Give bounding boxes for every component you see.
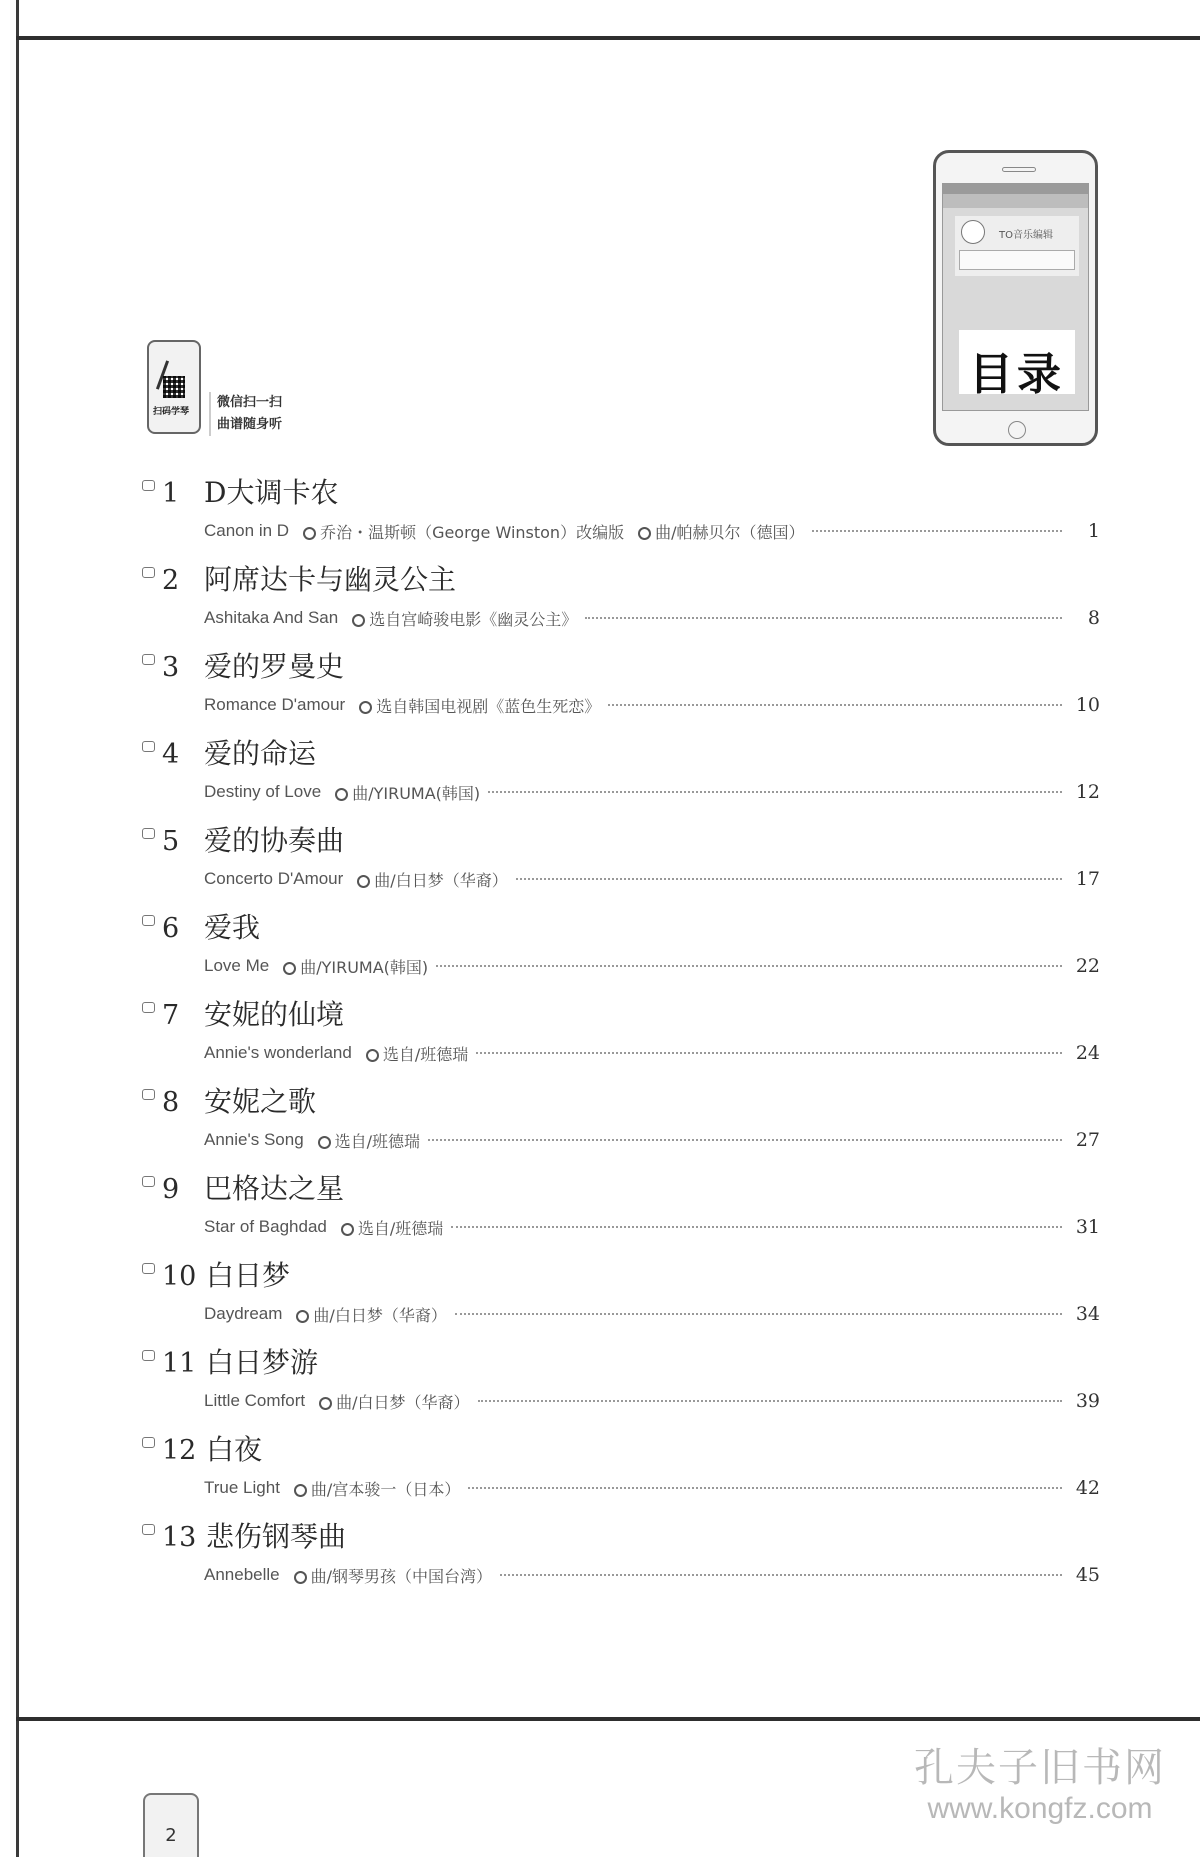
toc-note: 选自/班德瑞: [341, 1216, 443, 1239]
toc-title: 白日梦游: [206, 1346, 319, 1379]
toc-english-title: True Light: [204, 1478, 280, 1497]
toc-page-number: 42: [1075, 1477, 1100, 1499]
toc-english-title: Love Me: [204, 956, 270, 975]
toc-number: 9: [162, 1174, 180, 1205]
toc-title: 悲伤钢琴曲: [206, 1520, 347, 1553]
audio-icon: [142, 828, 155, 839]
toc-title: 白日梦: [206, 1259, 291, 1292]
scan-instructions: [209, 392, 282, 436]
toc-subline: [204, 1562, 1100, 1588]
next-page-number: 2: [165, 1825, 177, 1846]
toc-subline: [204, 518, 1100, 544]
audio-icon: [142, 1089, 155, 1100]
toc-number: 8: [162, 1087, 180, 1118]
toc-page-number: 31: [1075, 1216, 1100, 1238]
watermark-url: www.kongfz.com: [927, 1792, 1153, 1825]
scan-line-2: 曲谱随身听: [217, 417, 283, 432]
toc-subline: [204, 1301, 1100, 1327]
toc-number: 4: [162, 739, 180, 770]
toc-title: 爱的罗曼史: [204, 650, 345, 683]
toc-english-title: Daydream: [204, 1304, 283, 1323]
dot-leader: [451, 1226, 1062, 1228]
toc-page-number: 10: [1075, 694, 1100, 716]
toc-english-title: Destiny of Love: [204, 782, 322, 801]
toc-english-title: Star of Baghdad: [204, 1217, 327, 1236]
table-of-contents: [140, 474, 1100, 1605]
audio-icon: [142, 1524, 155, 1535]
scan-line-1: 微信扫一扫: [217, 395, 283, 410]
toc-entry[interactable]: [140, 822, 1100, 909]
toc-title: 爱的协奏曲: [204, 824, 345, 857]
dot-leader: [455, 1313, 1062, 1315]
qr-phone-icon: [147, 340, 201, 434]
dot-leader: [476, 1052, 1062, 1054]
toc-note: 曲/白日梦（华裔）: [296, 1303, 446, 1326]
toc-subline: [204, 779, 1100, 805]
qr-code-icon: [163, 376, 185, 398]
toc-english-title: Annie's Song: [204, 1130, 304, 1149]
toc-entry[interactable]: [140, 648, 1100, 735]
toc-english-title: Annie's wonderland: [204, 1043, 352, 1062]
phone-nav-bar: [943, 194, 1088, 208]
phone-screen: [942, 183, 1089, 411]
toc-english-title: Little Comfort: [204, 1391, 306, 1410]
speaker-icon: [1002, 167, 1036, 172]
toc-entry[interactable]: [140, 561, 1100, 648]
qr-caption: 扫码学琴: [153, 407, 190, 417]
toc-note: 选自宫崎骏电影《幽灵公主》: [352, 607, 577, 630]
toc-english-title: Annebelle: [204, 1565, 280, 1584]
toc-entry[interactable]: [140, 735, 1100, 822]
toc-number: 11: [162, 1348, 197, 1379]
phone-title-box: [959, 330, 1075, 400]
toc-english-title: Ashitaka And San: [204, 608, 339, 627]
toc-entry[interactable]: [140, 474, 1100, 561]
toc-page-number: 22: [1075, 955, 1100, 977]
audio-icon: [142, 915, 155, 926]
toc-subline: [204, 1388, 1100, 1414]
toc-note: 曲/YIRUMA(韩国): [335, 781, 480, 804]
toc-subline: [204, 1127, 1100, 1153]
toc-title: 爱我: [204, 911, 261, 944]
dot-leader: [468, 1487, 1062, 1489]
audio-icon: [142, 1350, 155, 1361]
toc-subline: [204, 605, 1100, 631]
toc-title: 阿席达卡与幽灵公主: [204, 563, 457, 596]
dot-leader: [812, 530, 1062, 532]
toc-entry[interactable]: [140, 1518, 1100, 1605]
toc-page-number: 12: [1075, 781, 1100, 803]
toc-title: 安妮的仙境: [204, 998, 345, 1031]
toc-note: 曲/YIRUMA(韩国): [283, 955, 428, 978]
toc-page-number: 17: [1075, 868, 1100, 890]
phone-status-bar: [943, 184, 1088, 194]
audio-icon: [142, 1176, 155, 1187]
toc-subline: [204, 692, 1100, 718]
audio-icon: [142, 654, 155, 665]
toc-note-2: 曲/帕赫贝尔（德国）: [638, 520, 804, 543]
toc-page-number: 1: [1087, 520, 1100, 542]
toc-number: 7: [162, 1000, 180, 1031]
dot-leader: [436, 965, 1062, 967]
toc-note: 选自/班德瑞: [318, 1129, 420, 1152]
page-left-edge: [16, 0, 19, 1857]
toc-entry[interactable]: [140, 1344, 1100, 1431]
toc-english-title: Romance D'amour: [204, 695, 346, 714]
watermark: [905, 1744, 1175, 1826]
audio-icon: [142, 567, 155, 578]
phone-illustration: [933, 150, 1098, 446]
phone-profile-card: [955, 216, 1079, 276]
next-page-phone-icon: [143, 1793, 199, 1857]
audio-icon: [142, 1263, 155, 1274]
dot-leader: [428, 1139, 1062, 1141]
toc-number: 13: [162, 1522, 197, 1553]
audio-icon: [142, 1437, 155, 1448]
dot-leader: [488, 791, 1062, 793]
dot-leader: [478, 1400, 1063, 1402]
toc-note: 曲/白日梦（华裔）: [357, 868, 507, 891]
dot-leader: [500, 1574, 1062, 1576]
toc-page-number: 27: [1075, 1129, 1100, 1151]
toc-subline: [204, 953, 1100, 979]
toc-title: 爱的命运: [204, 737, 317, 770]
dot-leader: [516, 878, 1062, 880]
audio-icon: [142, 741, 155, 752]
toc-title: 白夜: [206, 1433, 263, 1466]
toc-page-number: 8: [1087, 607, 1100, 629]
toc-subline: [204, 1214, 1100, 1240]
toc-entry[interactable]: [140, 1257, 1100, 1344]
toc-number: 5: [162, 826, 180, 857]
toc-english-title: Canon in D: [204, 521, 290, 540]
toc-page-number: 45: [1075, 1564, 1100, 1586]
audio-icon: [142, 480, 155, 491]
toc-entry[interactable]: [140, 909, 1100, 996]
toc-entry[interactable]: [140, 1083, 1100, 1170]
avatar-icon: [961, 220, 985, 244]
toc-number: 6: [162, 913, 180, 944]
contents-title: 目录: [969, 349, 1065, 400]
top-rule: [16, 36, 1200, 40]
toc-page-number: 34: [1075, 1303, 1100, 1325]
toc-subline: [204, 866, 1100, 892]
toc-number: 3: [162, 652, 180, 683]
watermark-chinese: 孔夫子旧书网: [914, 1745, 1166, 1791]
toc-note: 曲/钢琴男孩（中国台湾）: [294, 1564, 492, 1587]
toc-number: 12: [162, 1435, 197, 1466]
toc-subline: [204, 1040, 1100, 1066]
toc-english-title: Concerto D'Amour: [204, 869, 344, 888]
toc-number: 2: [162, 565, 180, 596]
toc-note: 曲/白日梦（华裔）: [319, 1390, 469, 1413]
toc-title: D大调卡农: [204, 476, 339, 509]
bottom-rule: [16, 1717, 1200, 1721]
phone-brand-label: TO音乐编辑: [999, 230, 1053, 241]
toc-entry[interactable]: [140, 996, 1100, 1083]
phone-text-field: [959, 250, 1075, 270]
toc-entry[interactable]: [140, 1170, 1100, 1257]
toc-entry[interactable]: [140, 1431, 1100, 1518]
home-button-icon: [1008, 421, 1026, 439]
toc-page-number: 24: [1075, 1042, 1100, 1064]
toc-title: 安妮之歌: [204, 1085, 317, 1118]
toc-note: 乔治・温斯顿（George Winston）改编版: [303, 520, 624, 543]
toc-note: 曲/宫本骏一（日本）: [294, 1477, 460, 1500]
toc-note: 选自韩国电视剧《蓝色生死恋》: [359, 694, 600, 717]
toc-number: 1: [162, 478, 180, 509]
toc-title: 巴格达之星: [204, 1172, 345, 1205]
dot-leader: [608, 704, 1062, 706]
dot-leader: [585, 617, 1062, 619]
toc-note: 选自/班德瑞: [366, 1042, 468, 1065]
audio-icon: [142, 1002, 155, 1013]
toc-subline: [204, 1475, 1100, 1501]
toc-page-number: 39: [1075, 1390, 1100, 1412]
toc-number: 10: [162, 1261, 197, 1292]
